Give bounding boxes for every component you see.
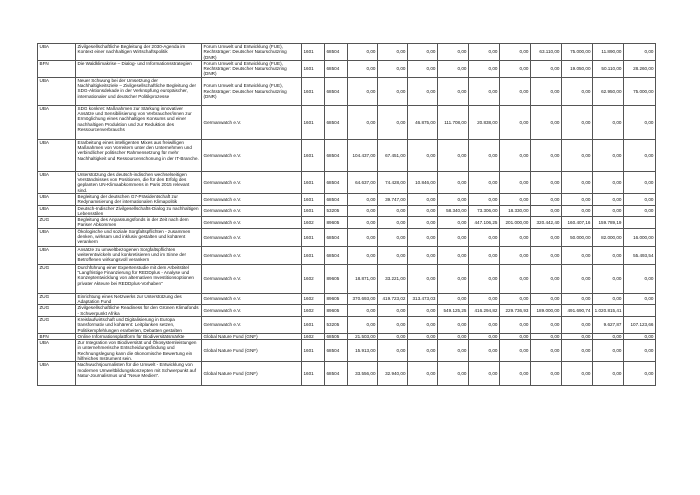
amount-cell: 160.407,16 — [562, 217, 593, 229]
amount-cell: 32.940,00 — [378, 362, 408, 386]
amount-cell: 20.838,00 — [469, 105, 500, 139]
amount-cell: 0,00 — [624, 193, 656, 205]
project-title-cell: Einrichtung eines Netzwerks zur Unterstützung des Adaptation Fund — [76, 293, 202, 305]
recipient-cell: Global Nature Fund (GNF) — [202, 333, 302, 339]
amount-cell: 0,00 — [624, 139, 656, 171]
project-title-cell: SDG konkret: Maßnahmen zur Stärkung innovativer Ansätze und Sensibilisierung von Verbraucher/innen zur Ermöglichung eines nachhaltigen Konsums und einer nachhaltigen Produktion und zur Reduktion des Ressourcenverbrauchs — [76, 105, 202, 139]
amount-cell: 0,00 — [348, 205, 378, 217]
amount-cell: 0,00 — [348, 44, 378, 61]
amount-cell: 0,00 — [469, 44, 500, 61]
amount-cell: 0,00 — [348, 60, 378, 77]
table-row — [38, 316, 656, 333]
amount-cell: 0,00 — [378, 333, 408, 339]
project-title-cell: Zivilgesellschaftliche Readiness für den Grünen Klimafonds - Schwerpunkt Afrika — [76, 305, 202, 317]
amount-cell: 11.890,00 — [593, 44, 624, 61]
amount-cell: 0,00 — [500, 193, 531, 205]
recipient-cell: Global Nature Fund (GNF) — [202, 362, 302, 386]
amount-cell: 33.221,00 — [378, 264, 408, 293]
amount-cell: 21.503,00 — [348, 333, 378, 339]
amount-cell: 75.000,00 — [624, 77, 656, 105]
amount-cell: 0,00 — [438, 193, 469, 205]
amount-cell: 0,00 — [593, 340, 624, 362]
agency-cell: UBA — [38, 193, 76, 205]
amount-cell: 0,00 — [469, 77, 500, 105]
agency-cell: ZUG — [38, 316, 76, 333]
amount-cell: 0,00 — [500, 77, 531, 105]
title-code-cell: 89605 — [325, 264, 348, 293]
title-code-cell: 89605 — [325, 293, 348, 305]
amount-cell: 0,00 — [408, 139, 438, 171]
chapter-cell: 1602 — [302, 217, 325, 229]
amount-cell: 64.637,00 — [348, 171, 378, 193]
amount-cell: 0,00 — [348, 305, 378, 317]
amount-cell: 0,00 — [438, 77, 469, 105]
amount-cell: 0,00 — [624, 333, 656, 339]
recipient-cell: Germanwatch e.V. — [202, 264, 302, 293]
agency-cell: UBA — [38, 362, 76, 386]
amount-cell: 0,00 — [562, 139, 593, 171]
amount-cell: 0,00 — [408, 316, 438, 333]
amount-cell: 0,00 — [500, 316, 531, 333]
amount-cell: 0,00 — [500, 60, 531, 77]
amount-cell: 0,00 — [593, 139, 624, 171]
amount-cell: 55.493,54 — [624, 246, 656, 264]
project-title-cell: Die Waldklimakrise – Dialog- und Informationsstrategien — [76, 60, 202, 77]
chapter-cell: 1602 — [302, 264, 325, 293]
amount-cell: 82.000,00 — [593, 228, 624, 246]
recipient-cell: Germanwatch e.V. — [202, 246, 302, 264]
amount-cell: 0,00 — [438, 44, 469, 61]
amount-cell: 0,00 — [562, 205, 593, 217]
amount-cell: 0,00 — [378, 340, 408, 362]
amount-cell: 159.789,19 — [593, 217, 624, 229]
amount-cell: 0,00 — [500, 44, 531, 61]
amount-cell: 0,00 — [378, 217, 408, 229]
title-code-cell: 53205 — [325, 316, 348, 333]
amount-cell: 0,00 — [593, 264, 624, 293]
amount-cell: 50.000,00 — [562, 228, 593, 246]
amount-cell: 0,00 — [378, 305, 408, 317]
table-row — [38, 139, 656, 171]
chapter-cell: 1602 — [302, 305, 325, 317]
amount-cell: 10.846,00 — [408, 171, 438, 193]
amount-cell: 0,00 — [562, 293, 593, 305]
amount-cell: 0,00 — [562, 362, 593, 386]
project-title-cell: Nachwuchsjournalisten für die Umwelt - Entwicklung von modernen Umweltbildungskonzepten mit Schwerpunkt auf Natur-Journalismus und "Neue Medien". — [76, 362, 202, 386]
amount-cell: 0,00 — [531, 316, 562, 333]
amount-cell: 33.556,00 — [348, 362, 378, 386]
project-title-cell: Erarbeitung eines intelligenten Mixes aus freiwilligen Maßnahmen von Vorreitern unter den Unternehmen und verbindlicher politischer Rahmensetzung für mehr Nachhaltigkeit und Ressourcenschonung in der IT-Branche. — [76, 139, 202, 171]
recipient-cell: Germanwatch e.V. — [202, 217, 302, 229]
amount-cell: 0,00 — [438, 228, 469, 246]
amount-cell: 0,00 — [469, 246, 500, 264]
amount-cell: 0,00 — [408, 333, 438, 339]
table-row — [38, 193, 656, 205]
amount-cell: 0,00 — [531, 60, 562, 77]
amount-cell: 0,00 — [593, 246, 624, 264]
amount-cell: 0,00 — [500, 333, 531, 339]
amount-cell: 0,00 — [562, 77, 593, 105]
amount-cell: 0,00 — [378, 44, 408, 61]
amount-cell: 370.693,00 — [348, 293, 378, 305]
recipient-cell: Forum Umwelt und Entwicklung (FUE), Rechtsträger: Deutscher Naturschutzring (DNR) — [202, 60, 302, 77]
amount-cell: 62.950,00 — [593, 77, 624, 105]
amount-cell: 0,00 — [562, 316, 593, 333]
recipient-cell: Germanwatch e.V. — [202, 171, 302, 193]
amount-cell: 0,00 — [469, 340, 500, 362]
amount-cell: 0,00 — [624, 264, 656, 293]
amount-cell: 0,00 — [531, 246, 562, 264]
table-row — [38, 340, 656, 362]
amount-cell: 201.000,00 — [500, 217, 531, 229]
amount-cell: 0,00 — [593, 193, 624, 205]
amount-cell: 0,00 — [624, 105, 656, 139]
amount-cell: 0,00 — [593, 362, 624, 386]
amount-cell: 0,00 — [438, 362, 469, 386]
amount-cell: 0,00 — [408, 60, 438, 77]
amount-cell: 0,00 — [593, 293, 624, 305]
amount-cell: 0,00 — [348, 217, 378, 229]
recipient-cell: Forum Umwelt und Entwicklung (FUE), Rechtsträger: Deutscher Naturschutzring (DNR) — [202, 44, 302, 61]
recipient-cell: Germanwatch e.V. — [202, 105, 302, 139]
amount-cell: 74.428,00 — [378, 171, 408, 193]
agency-cell: ZUG — [38, 264, 76, 293]
agency-cell: UBA — [38, 228, 76, 246]
amount-cell: 0,00 — [624, 171, 656, 193]
table-body — [38, 44, 656, 386]
chapter-cell: 1601 — [302, 171, 325, 193]
amount-cell: 0,00 — [348, 246, 378, 264]
amount-cell: 229.736,93 — [500, 305, 531, 317]
amount-cell: 0,00 — [408, 246, 438, 264]
agency-cell: UBA — [38, 44, 76, 61]
amount-cell: 0,00 — [438, 316, 469, 333]
table-row — [38, 305, 656, 317]
agency-cell: ZUG — [38, 217, 76, 229]
amount-cell: 0,00 — [438, 246, 469, 264]
amount-cell: 67.451,00 — [378, 139, 408, 171]
amount-cell: 0,00 — [348, 193, 378, 205]
recipient-cell: Germanwatch e.V. — [202, 293, 302, 305]
project-title-cell: Deutsch-Indischer Zivilgesellschafts-Dialog zu nachhaltigen Lebensstilen — [76, 205, 202, 217]
amount-cell: 0,00 — [562, 264, 593, 293]
amount-cell: 19.050,00 — [562, 60, 593, 77]
chapter-cell: 1601 — [302, 105, 325, 139]
amount-cell: 0,00 — [469, 60, 500, 77]
amount-cell: 0,00 — [408, 228, 438, 246]
amount-cell: 0,00 — [378, 105, 408, 139]
agency-cell: ZUG — [38, 293, 76, 305]
amount-cell: 107.123,66 — [624, 316, 656, 333]
amount-cell: 0,00 — [562, 193, 593, 205]
amount-cell: 0,00 — [378, 205, 408, 217]
amount-cell: 0,00 — [408, 44, 438, 61]
amount-cell: 0,00 — [624, 293, 656, 305]
project-title-cell: Online Informationsplattform für Biodiversitätsmärkte — [76, 333, 202, 339]
recipient-cell: Germanwatch e.V. — [202, 305, 302, 317]
amount-cell: 0,00 — [500, 340, 531, 362]
title-code-cell: 89605 — [325, 217, 348, 229]
table-row — [38, 228, 656, 246]
amount-cell: 0,00 — [438, 264, 469, 293]
title-code-cell: 68504 — [325, 105, 348, 139]
amount-cell: 0,00 — [378, 316, 408, 333]
agency-cell: UBA — [38, 205, 76, 217]
amount-cell: 1.020.815,41 — [593, 305, 624, 317]
amount-cell: 0,00 — [438, 60, 469, 77]
project-title-cell: Durchführung einer Expertenstudie mit dem Arbeitstitel "Langfristige Finanzierung für REDDplus - Analyse und Konzeptentwicklung von alternativen Investitionsoptionen privater Akteure bei REDDplus-Vorhaben" — [76, 264, 202, 293]
chapter-cell: 1601 — [302, 139, 325, 171]
chapter-cell: 1601 — [302, 340, 325, 362]
amount-cell: 0,00 — [438, 340, 469, 362]
project-title-cell: Ökologische und soziale Sorgfaltspflichten - zusammen denken, wirksam und inklusiv gestalten und kohärent verankern — [76, 228, 202, 246]
amount-cell: 0,00 — [500, 264, 531, 293]
project-title-cell: Begleitung der deutschen G7-Präsidentschaft zur Redynamisierung der internationalen Klimapolitik — [76, 193, 202, 205]
amount-cell: 58.340,00 — [438, 205, 469, 217]
title-code-cell: 68504 — [325, 171, 348, 193]
amount-cell: 0,00 — [531, 293, 562, 305]
recipient-cell: Germanwatch e.V. — [202, 228, 302, 246]
amount-cell: 0,00 — [531, 264, 562, 293]
recipient-cell: Forum Umwelt und Entwicklung (FUE), Rechtsträger: Deutscher Naturschutzring (DNR) — [202, 77, 302, 105]
chapter-cell: 1601 — [302, 316, 325, 333]
chapter-cell: 1601 — [302, 246, 325, 264]
amount-cell: 0,00 — [348, 77, 378, 105]
amount-cell: 15.913,00 — [348, 340, 378, 362]
amount-cell: 0,00 — [408, 193, 438, 205]
recipient-cell: Germanwatch e.V. — [202, 316, 302, 333]
title-code-cell: 68504 — [325, 362, 348, 386]
recipient-cell: Germanwatch e.V. — [202, 193, 302, 205]
amount-cell: 9.627,87 — [593, 316, 624, 333]
title-code-cell: 68504 — [325, 60, 348, 77]
amount-cell: 0,00 — [531, 228, 562, 246]
amount-cell: 104.437,00 — [348, 139, 378, 171]
amount-cell: 0,00 — [624, 362, 656, 386]
title-code-cell: 68504 — [325, 246, 348, 264]
amount-cell: 0,00 — [624, 340, 656, 362]
amount-cell: 0,00 — [408, 362, 438, 386]
amount-cell: 0,00 — [531, 333, 562, 339]
amount-cell: 447.106,25 — [469, 217, 500, 229]
agency-cell: UBA — [38, 171, 76, 193]
table-row — [38, 362, 656, 386]
amount-cell: 0,00 — [469, 316, 500, 333]
amount-cell: 0,00 — [500, 105, 531, 139]
amount-cell: 0,00 — [500, 139, 531, 171]
table-row — [38, 205, 656, 217]
project-title-cell: Begleitung des Anpassungsfonds in der Zeit nach dem Pariser Abkommen — [76, 217, 202, 229]
agency-cell: UBA — [38, 105, 76, 139]
amount-cell: 0,00 — [562, 333, 593, 339]
title-code-cell: 68504 — [325, 193, 348, 205]
table-row — [38, 60, 656, 77]
amount-cell: 0,00 — [438, 333, 469, 339]
chapter-cell: 1601 — [302, 60, 325, 77]
title-code-cell: 68505 — [325, 333, 348, 339]
title-code-cell: 68504 — [325, 77, 348, 105]
table-row — [38, 246, 656, 264]
amount-cell: 75.000,00 — [562, 44, 593, 61]
amount-cell: 0,00 — [500, 171, 531, 193]
amount-cell: 0,00 — [408, 264, 438, 293]
amount-cell: 50.110,00 — [593, 60, 624, 77]
project-title-cell: Zivilgesellschaftliche Begleitung der 2030-Agenda im Kontext einer nachhaltigen Wirtschaftspolitik — [76, 44, 202, 61]
amount-cell: 0,00 — [531, 139, 562, 171]
chapter-cell: 1601 — [302, 205, 325, 217]
amount-cell: 28.260,00 — [624, 60, 656, 77]
title-code-cell: 53205 — [325, 205, 348, 217]
amount-cell: 16.000,00 — [624, 228, 656, 246]
amount-cell: 0,00 — [348, 105, 378, 139]
amount-cell: 0,00 — [562, 105, 593, 139]
amount-cell: 0,00 — [531, 362, 562, 386]
agency-cell: UBA — [38, 139, 76, 171]
project-title-cell: Ansätze zu umweltbezogenen Sorgfaltspflichten weiterentwickeln und konkretisieren und im Sinne der Betroffenen wirkungsvoll verankern — [76, 246, 202, 264]
amount-cell: 0,00 — [531, 171, 562, 193]
title-code-cell: 68504 — [325, 44, 348, 61]
amount-cell: 0,00 — [378, 228, 408, 246]
table-row — [38, 171, 656, 193]
agency-cell: BFN — [38, 60, 76, 77]
amount-cell: 0,00 — [624, 44, 656, 61]
amount-cell: 0,00 — [469, 193, 500, 205]
amount-cell: 0,00 — [562, 246, 593, 264]
chapter-cell: 1601 — [302, 362, 325, 386]
amount-cell: 0,00 — [469, 171, 500, 193]
chapter-cell: 1601 — [302, 44, 325, 61]
amount-cell: 0,00 — [593, 105, 624, 139]
chapter-cell: 1602 — [302, 333, 325, 339]
amount-cell — [624, 305, 656, 317]
amount-cell: 0,00 — [408, 217, 438, 229]
amount-cell: 111.708,00 — [438, 105, 469, 139]
amount-cell: 0,00 — [562, 340, 593, 362]
amount-cell: 0,00 — [469, 333, 500, 339]
project-title-cell: Neuer Schwung bei der Umsetzung der Nachhaltigkeitsziele – Zivilgesellschaftliche Begleitung der SDG-Aktionsdekade in der Verknüpfung europäischer, internationaler und deutscher Politikprozesse — [76, 77, 202, 105]
amount-cell: 320.442,40 — [531, 217, 562, 229]
chapter-cell: 1601 — [302, 77, 325, 105]
table-row — [38, 44, 656, 61]
amount-cell: 0,00 — [348, 228, 378, 246]
amount-cell: 0,00 — [593, 171, 624, 193]
amount-cell: 0,00 — [531, 105, 562, 139]
amount-cell: 0,00 — [593, 205, 624, 217]
amount-cell: 0,00 — [531, 205, 562, 217]
title-code-cell: 89605 — [325, 305, 348, 317]
amount-cell: 0,00 — [593, 333, 624, 339]
table-row — [38, 77, 656, 105]
agency-cell: UBA — [38, 340, 76, 362]
amount-cell: 0,00 — [624, 205, 656, 217]
chapter-cell: 1601 — [302, 193, 325, 205]
amount-cell: 313.473,03 — [408, 293, 438, 305]
amount-cell — [624, 217, 656, 229]
recipient-cell: Germanwatch e.V. — [202, 139, 302, 171]
amount-cell: 0,00 — [378, 60, 408, 77]
amount-cell: 18.330,00 — [500, 205, 531, 217]
table-row — [38, 293, 656, 305]
agency-cell: BFN — [38, 333, 76, 339]
amount-cell: 73.306,00 — [469, 205, 500, 217]
amount-cell: 0,00 — [408, 205, 438, 217]
amount-cell: 18.871,00 — [348, 264, 378, 293]
funding-table-page — [37, 43, 655, 386]
amount-cell: 0,00 — [469, 139, 500, 171]
amount-cell: 549.125,25 — [438, 305, 469, 317]
title-code-cell: 68504 — [325, 228, 348, 246]
amount-cell: 0,00 — [378, 246, 408, 264]
project-title-cell: Kreislaufwirtschaft und Digitalisierung in Europa transformativ und kohärent: Leitplanken setzen, Politikempfehlungen erarbeiten, Debatten gestalten — [76, 316, 202, 333]
project-title-cell: Zur Integration von Biodiversität und Ökosystemleistungen in unternehmerische Entscheidungsfindung und Rechnungslegung kann die ökonomische Bewertung ein hilfreiches Instrument sein. — [76, 340, 202, 362]
amount-cell: 0,00 — [438, 139, 469, 171]
amount-cell: 0,00 — [469, 362, 500, 386]
agency-cell: UBA — [38, 77, 76, 105]
recipient-cell: Germanwatch e.V. — [202, 205, 302, 217]
amount-cell: 416.294,82 — [469, 305, 500, 317]
funding-table — [37, 43, 656, 386]
title-code-cell: 68504 — [325, 340, 348, 362]
amount-cell: 0,00 — [500, 293, 531, 305]
table-row — [38, 217, 656, 229]
amount-cell: 0,00 — [348, 316, 378, 333]
agency-cell: ZUG — [38, 305, 76, 317]
recipient-cell: Global Nature Fund (GNF) — [202, 340, 302, 362]
amount-cell: 0,00 — [469, 264, 500, 293]
amount-cell: 189.000,00 — [531, 305, 562, 317]
amount-cell: 491.690,74 — [562, 305, 593, 317]
amount-cell: 46.875,00 — [408, 105, 438, 139]
amount-cell: 0,00 — [500, 246, 531, 264]
amount-cell: 0,00 — [408, 305, 438, 317]
amount-cell: 0,00 — [562, 171, 593, 193]
chapter-cell: 1602 — [302, 293, 325, 305]
table-row — [38, 264, 656, 293]
chapter-cell: 1601 — [302, 228, 325, 246]
amount-cell: 0,00 — [531, 340, 562, 362]
amount-cell: 0,00 — [438, 293, 469, 305]
amount-cell: 0,00 — [500, 228, 531, 246]
amount-cell: 63.110,00 — [531, 44, 562, 61]
amount-cell: 0,00 — [438, 217, 469, 229]
amount-cell: 0,00 — [469, 293, 500, 305]
amount-cell: 0,00 — [469, 228, 500, 246]
amount-cell: 0,00 — [531, 193, 562, 205]
amount-cell: 0,00 — [438, 171, 469, 193]
agency-cell: UBA — [38, 246, 76, 264]
project-title-cell: Unterstützung des deutsch-indischen wechselseitigen Verständnisses von Positionen, die für den Erfolg des geplanten UN-Klimaabkommens in Paris 2015 relevant sind. — [76, 171, 202, 193]
amount-cell: 0,00 — [408, 340, 438, 362]
table-row — [38, 105, 656, 139]
title-code-cell: 68504 — [325, 139, 348, 171]
amount-cell: 0,00 — [531, 77, 562, 105]
amount-cell: 419.723,02 — [378, 293, 408, 305]
amount-cell: 0,00 — [408, 77, 438, 105]
amount-cell: 0,00 — [500, 362, 531, 386]
amount-cell: 0,00 — [378, 77, 408, 105]
amount-cell: 39.747,00 — [378, 193, 408, 205]
